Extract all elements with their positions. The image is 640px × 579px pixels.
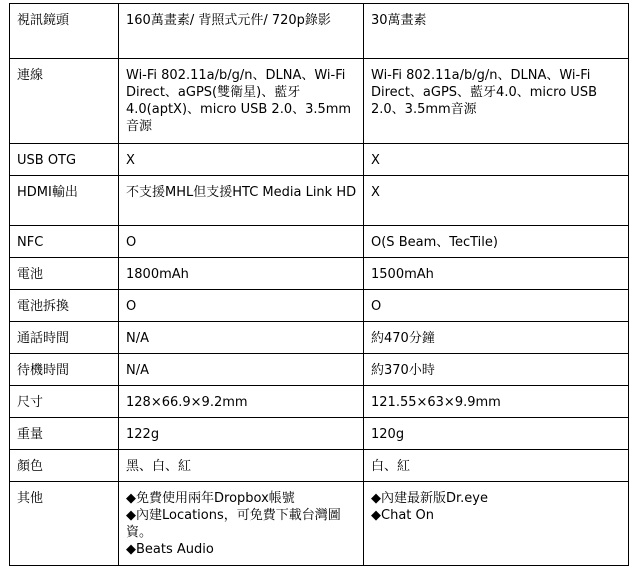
cell-value: N/A [119, 354, 364, 386]
row-label: 連線 [10, 59, 119, 144]
row-label: 尺寸 [10, 386, 119, 418]
cell-value: 約370小時 [364, 354, 629, 386]
bullet-item: ◆內建Locations，可免費下載台灣圖資。 [126, 508, 341, 540]
cell-value: Wi-Fi 802.11a/b/g/n、DLNA、Wi-Fi Direct、aGPS(雙衛星)、藍牙4.0(aptX)、micro USB 2.0、3.5mm音源 [119, 59, 364, 144]
cell-value: 160萬畫素/ 背照式元件/ 720p錄影 [119, 4, 364, 59]
bullet-item: ◆內建最新版Dr.eye [371, 491, 488, 506]
table-row [10, 4, 629, 59]
cell-value: 120g [364, 418, 629, 450]
cell-value: N/A [119, 322, 364, 354]
cell-value: O [119, 290, 364, 322]
cell-value-list [364, 482, 629, 566]
row-label: HDMI輸出 [10, 176, 119, 226]
row-label: 其他 [10, 482, 119, 566]
cell-value: X [364, 144, 629, 176]
table-row [10, 176, 629, 226]
cell-value: 1500mAh [364, 258, 629, 290]
row-label: 電池拆換 [10, 290, 119, 322]
row-label: 顏色 [10, 450, 119, 482]
cell-value-list [119, 482, 364, 566]
cell-value: 不支援MHL但支援HTC Media Link HD [119, 176, 364, 226]
table-row [10, 418, 629, 450]
table-row [10, 290, 629, 322]
table-row [10, 482, 629, 566]
bullet-item: ◆Beats Audio [126, 542, 214, 557]
table-row [10, 322, 629, 354]
table-row [10, 386, 629, 418]
cell-value: 30萬畫素 [364, 4, 629, 59]
row-label: 通話時間 [10, 322, 119, 354]
cell-value: 黑、白、紅 [119, 450, 364, 482]
cell-value: O(S Beam、TecTile) [364, 226, 629, 258]
cell-value: X [119, 144, 364, 176]
row-label: NFC [10, 226, 119, 258]
table-row [10, 144, 629, 176]
cell-value: 1800mAh [119, 258, 364, 290]
bullet-item: ◆Chat On [371, 508, 434, 523]
cell-value: 122g [119, 418, 364, 450]
row-label: 待機時間 [10, 354, 119, 386]
table-row [10, 258, 629, 290]
row-label: USB OTG [10, 144, 119, 176]
row-label: 視訊鏡頭 [10, 4, 119, 59]
table-row [10, 354, 629, 386]
table-row [10, 450, 629, 482]
bullet-item: ◆免費使用兩年Dropbox帳號 [126, 491, 295, 506]
cell-value: O [364, 290, 629, 322]
cell-value: 128×66.9×9.2mm [119, 386, 364, 418]
row-label: 電池 [10, 258, 119, 290]
cell-value: 121.55×63×9.9mm [364, 386, 629, 418]
cell-value: 白、紅 [364, 450, 629, 482]
table-row [10, 59, 629, 144]
table-row [10, 226, 629, 258]
spec-comparison-table [9, 3, 629, 566]
row-label: 重量 [10, 418, 119, 450]
cell-value: O [119, 226, 364, 258]
cell-value: Wi-Fi 802.11a/b/g/n、DLNA、Wi-Fi Direct、aGPS、藍牙4.0、micro USB 2.0、3.5mm音源 [364, 59, 629, 144]
cell-value: X [364, 176, 629, 226]
cell-value: 約470分鐘 [364, 322, 629, 354]
